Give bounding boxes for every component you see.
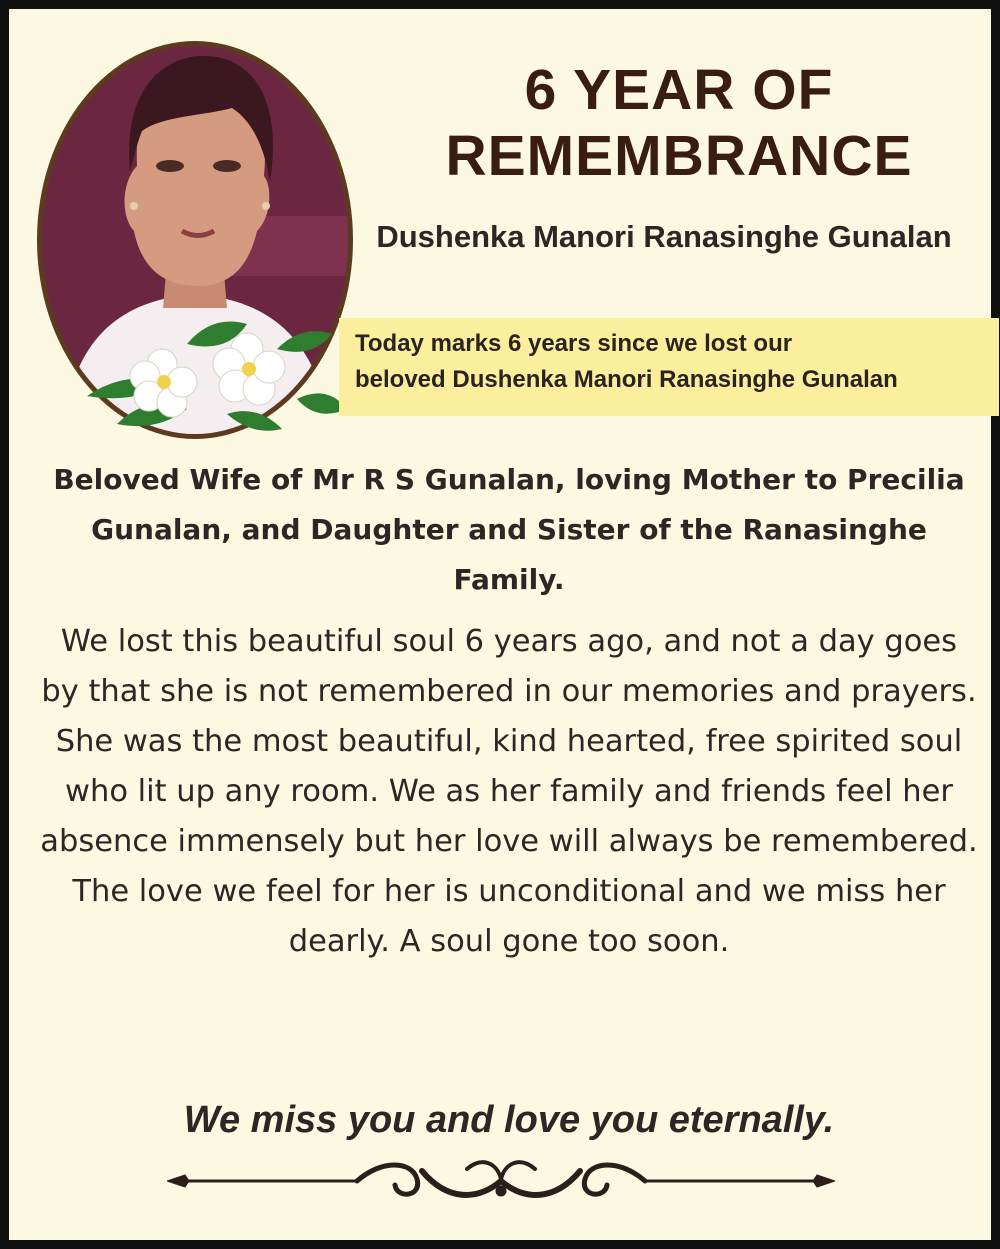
closing-line: We miss you and love you eternally. [183,1099,835,1141]
banner-line-2: beloved Dushenka Manori Ranasinghe Gunalan [355,366,898,393]
banner-line-1: Today marks 6 years since we lost our [355,330,793,357]
tribute-message: We lost this beautiful soul 6 years ago, and not a day goes by that she is not remembered in our memories and prayers. She was the most beautiful, kind hearted, free spirited soul who lit up any room. We as her family and friends feel her absence immensely but her love will always be remembered. The love we feel for her is unconditional and we miss her dearly. A soul gone too soon. [40,624,978,959]
page-title: 6 YEAR OF REMEMBRANCE [445,58,913,188]
family-relations-text: Beloved Wife of Mr R S Gunalan, loving Mother to Precilia Gunalan, and Daughter and Sister of the Ranasinghe Family. [53,463,965,596]
ornamental-divider-icon [167,1151,835,1211]
jasmine-flowers-decoration [87,314,347,439]
highlight-banner [339,318,999,416]
deceased-name: Dushenka Manori Ranasinghe Gunalan [376,219,952,254]
